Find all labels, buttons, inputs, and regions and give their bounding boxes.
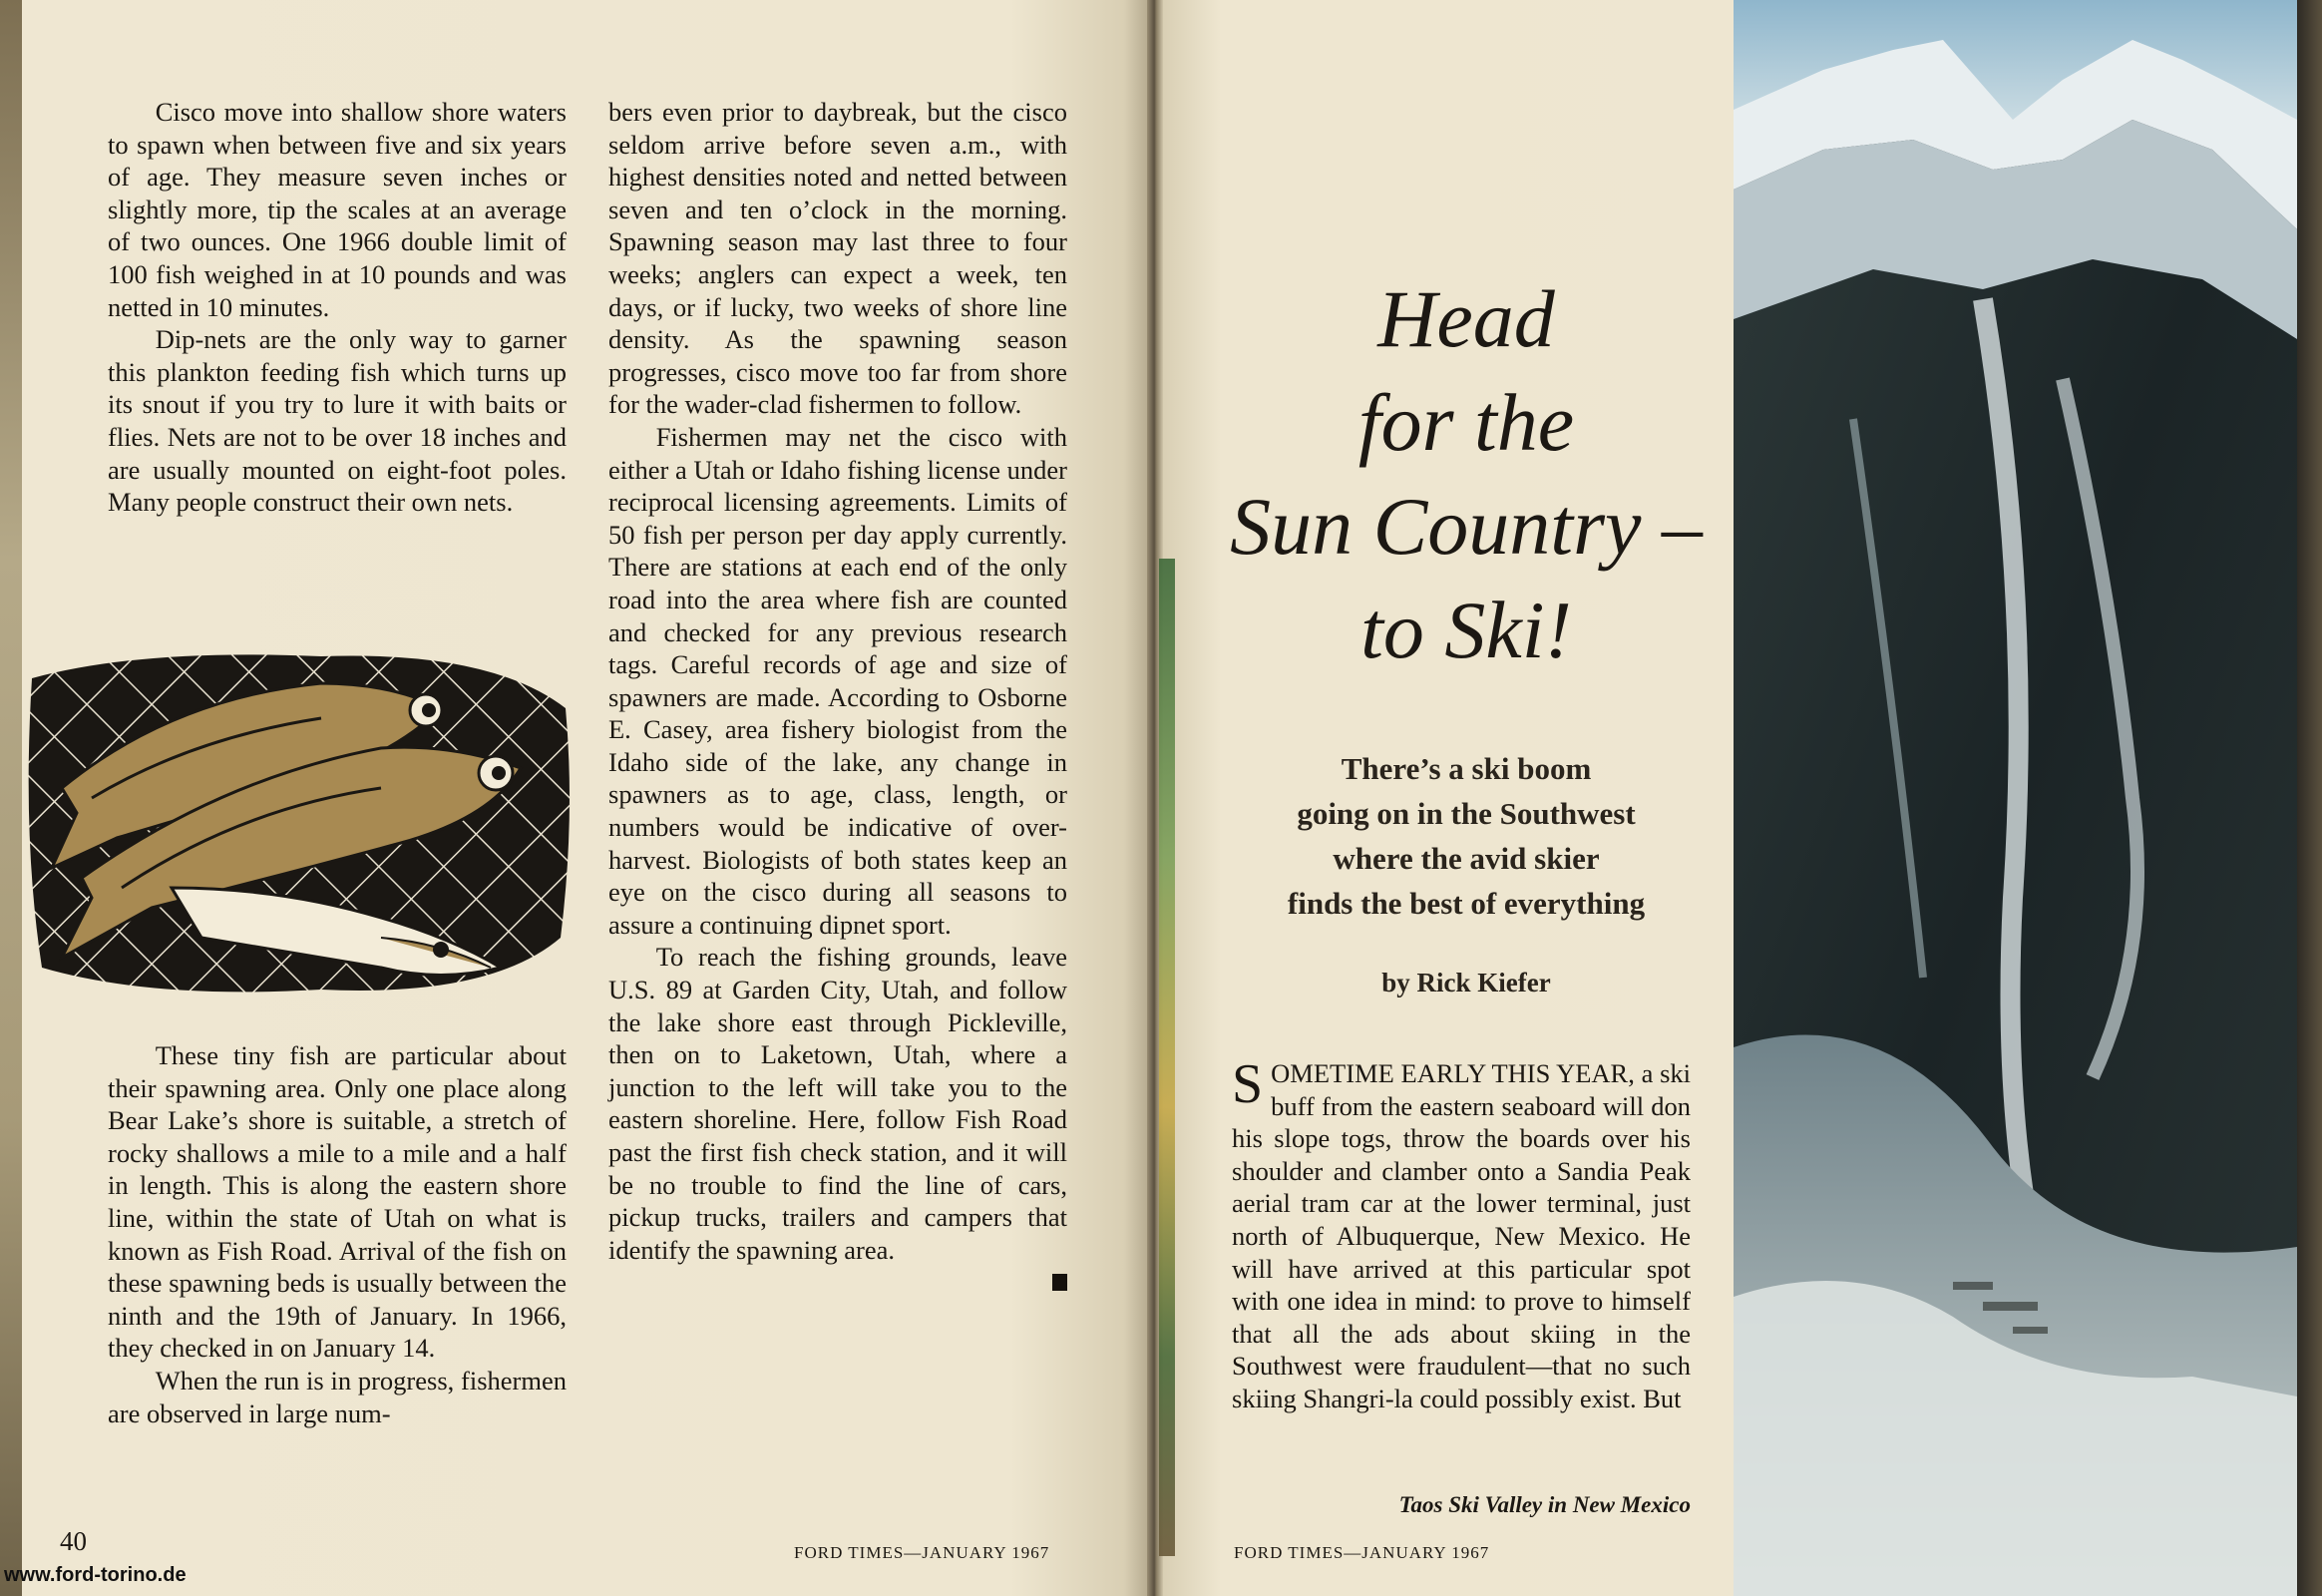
page-number: 40 (60, 1526, 87, 1556)
paragraph: bers even prior to daybreak, but the cisco seldom arrive before seven a.m., with highest densities noted and netted between seven and ten o’clock in the morning. Spawning season may last three to four weeks; anglers can expect a week, ten days, or if lucky, two weeks of shore line density. As the spawning season progresses, cisco move too far from shore for the wader-clad fishermen to follow. (608, 97, 1067, 420)
left-page (0, 0, 1147, 1596)
dek-line: finds the best of everything (1287, 886, 1646, 921)
title-line: Sun Country – (1230, 481, 1703, 572)
body-text: a ski buff from the eastern seaboard will don his slope togs, throw the boards over his shoulder and clamber onto a Sandia Peak aerial tram car at the lower terminal, just north of Albuquerque, New Mexico. He will have arrived at this particular spot with one idea in mind: to prove to himself that all the ads about skiing in the Southwest were fraudulent—that no such skiing Shangri-la could possibly exist. But (1232, 1058, 1691, 1413)
byline: by Rick Kiefer (1381, 968, 1551, 998)
paragraph: To reach the fishing grounds, leave U.S. 89 at Garden City, Utah, and follow the lake shore east through Pickleville, then on to Laketown, Utah, where a junction to the left will take you to the eastern shoreline. Here, follow Fish Road past the first fish check station, and it will be no trouble to find the line of cars, pickup trucks, trailers and campers that identify the spawning area. (608, 942, 1067, 1265)
middle-column (608, 96, 1067, 1291)
watermark: www.ford-torino.de (4, 1564, 187, 1586)
paragraph: Cisco move into shallow shore waters to spawn when between five and six years of age. They measure seven inches or slightly more, tip the scales at an average of two ounces. One 1966 double limit of 100 fish weighed in at 10 pounds and was netted in 10 minutes. (108, 97, 567, 322)
title-line: for the (1357, 377, 1575, 468)
page-edge-strip (0, 0, 22, 1596)
ski-valley-photo (1734, 0, 2297, 1596)
lead-in: OMETIME EARLY THIS YEAR, (1271, 1058, 1635, 1088)
title-line: Head (1377, 273, 1555, 364)
title-line: to Ski! (1360, 585, 1572, 675)
left-column-top (108, 96, 567, 519)
right-column (1232, 1053, 1691, 1415)
dek-line: There’s a ski boom (1341, 751, 1592, 786)
dek-line: going on in the Southwest (1297, 796, 1636, 831)
photo-caption: Taos Ski Valley in New Mexico (1398, 1492, 1691, 1517)
paragraph: Dip-nets are the only way to garner this plankton feeding fish which turns up its snout if you try to lure it with baits or flies. Nets are not to be over 18 inches and are usually mounted on eight-foot poles. Many people construct their own nets. (108, 324, 567, 518)
paragraph: These tiny fish are particular about their spawning area. Only one place along Bear Lake’s shore is suitable, a stretch of rocky shallows a mile to a mile and a half in length. This is along the eastern shore line, within the state of Utah on what is known as Fish Road. Arrival of the fish on these spawning beds is usually between the ninth and the 19th of January. In 1966, they checked in on January 14. (108, 1040, 567, 1364)
page-edge-strip (2297, 0, 2322, 1596)
cisco-fish-illustration (22, 638, 576, 1007)
left-column-bottom (108, 1039, 567, 1429)
end-of-article-mark (1052, 1274, 1067, 1291)
paragraph: Fishermen may net the cisco with either a Utah or Idaho fishing license under reciprocal licensing agreements. Limits of 50 fish per person per day apply currently. There are stations at each end of the only road into the area where fish are counted and checked for any previous research tags. Careful records of age and size of spawners are made. According to Osborne E. Casey, area fishery biologist from the Idaho side of the lake, any change in spawners as to age, class, length, or numbers would be indicative of over-harvest. Biologists of both states keep an eye on the cisco during all seasons to assure a continuing dipnet sport. (608, 421, 1067, 940)
article-title (1187, 267, 1745, 682)
paragraph (1232, 1053, 1691, 1415)
running-head: FORD TIMES—JANUARY 1967 (794, 1543, 1050, 1562)
drop-cap: S (1232, 1053, 1264, 1115)
article-dek (1217, 746, 1716, 926)
paragraph: When the run is in progress, fishermen are observed in large num- (108, 1365, 567, 1428)
page-edge-strip (1159, 559, 1175, 1556)
running-head: FORD TIMES—JANUARY 1967 (1234, 1543, 1490, 1562)
dek-line: where the avid skier (1333, 841, 1600, 876)
